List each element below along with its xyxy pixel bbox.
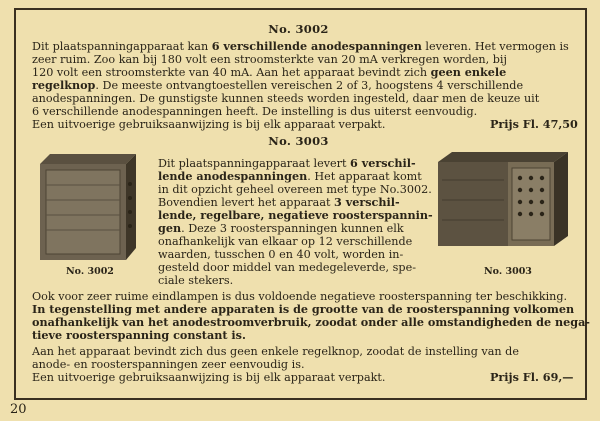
text-3003-full-line-7: Een uitvoerige gebruiksaanwijzing is bij elk apparaat verpakt. (32, 371, 386, 384)
text-3003-full-line-5: Aan het apparaat bevindt zich dus geen enkele regelknop, zoodat de instelling van de (32, 345, 519, 358)
device-3003-photo (432, 150, 572, 250)
text-3003-col-line-1: Dit plaatspanningapparaat levert 6 verschil- (158, 156, 416, 170)
heading-3003: No. 3003 (268, 134, 329, 148)
text-3003-col-line-8: waarden, tusschen 0 en 40 volt, worden in- (158, 248, 404, 261)
text-3003-full-line-3: onafhankelijk van het anodestroomverbruik, zoodat onder alle omstandigheden de nega- (32, 315, 590, 329)
text-3003-col-line-6: gen. Deze 3 roosterspanningen kunnen elk (158, 221, 404, 235)
text-3003-col-line-10: ciale stekers. (158, 274, 234, 287)
text-3002-line-6: 6 verschillende anodespanningen heeft. De instelling is dus uiterst eenvoudig. (32, 105, 478, 118)
text-3003-col-line-7: onafhankelijk van elkaar op 12 verschillende (158, 235, 413, 248)
text-3003-col-line-9: gesteld door middel van medegeleverde, spe- (158, 261, 416, 274)
text-3002-line-1: Dit plaatspanningapparaat kan 6 verschillende anodespanningen leveren. Het vermogen is (32, 39, 569, 53)
text-3002-line-7: Een uitvoerige gebruiksaanwijzing is bij elk apparaat verpakt. (32, 118, 386, 131)
caption-3002: No. 3002 (66, 266, 114, 277)
caption-3003: No. 3003 (484, 266, 532, 277)
text-3002-line-5: anodespanningen. De gunstigste kunnen steeds worden ingesteld, daar men de keuze uit (32, 92, 540, 105)
text-3003-col-line-3: in dit opzicht geheel overeen met type No.3002. (158, 183, 432, 196)
text-3003-col-line-2: lende anodespanningen. Het apparaat komt (158, 169, 422, 183)
text-3003-full-line-4: tieve roosterspanning constant is. (32, 328, 246, 342)
device-3002-photo (32, 150, 148, 262)
text-3002-line-4: regelknop. De meeste ontvangtoestellen vereischen 2 of 3, hoogstens 4 verschillende (32, 78, 524, 92)
text-3003-col-line-5: lende, regelbare, negatieve roosterspannin- (158, 208, 433, 222)
text-3002-line-3: 120 volt een stroomsterkte van 40 mA. Aan het apparaat bevindt zich geen enkele (32, 65, 507, 79)
page-number: 20 (10, 402, 27, 417)
text-3003-full-line-6: anode- en roosterspanningen zeer eenvoudig is. (32, 358, 305, 371)
text-3002-line-2: zeer ruim. Zoo kan bij 180 volt een stroomsterkte van 20 mA verkregen worden, bij (32, 53, 507, 66)
heading-3002: No. 3002 (268, 22, 329, 36)
price-3003: Prijs Fl. 69,— (490, 370, 574, 384)
text-3003-full-line-1: Ook voor zeer ruime eindlampen is dus voldoende negatieve roosterspanning ter beschikking. (32, 290, 568, 303)
text-3003-col-line-4: Bovendien levert het apparaat 3 verschil- (158, 195, 400, 209)
price-3002: Prijs Fl. 47,50 (490, 117, 578, 131)
text-3003-full-line-2: In tegenstelling met andere apparaten is de grootte van de roosterspanning volkomen (32, 302, 575, 316)
